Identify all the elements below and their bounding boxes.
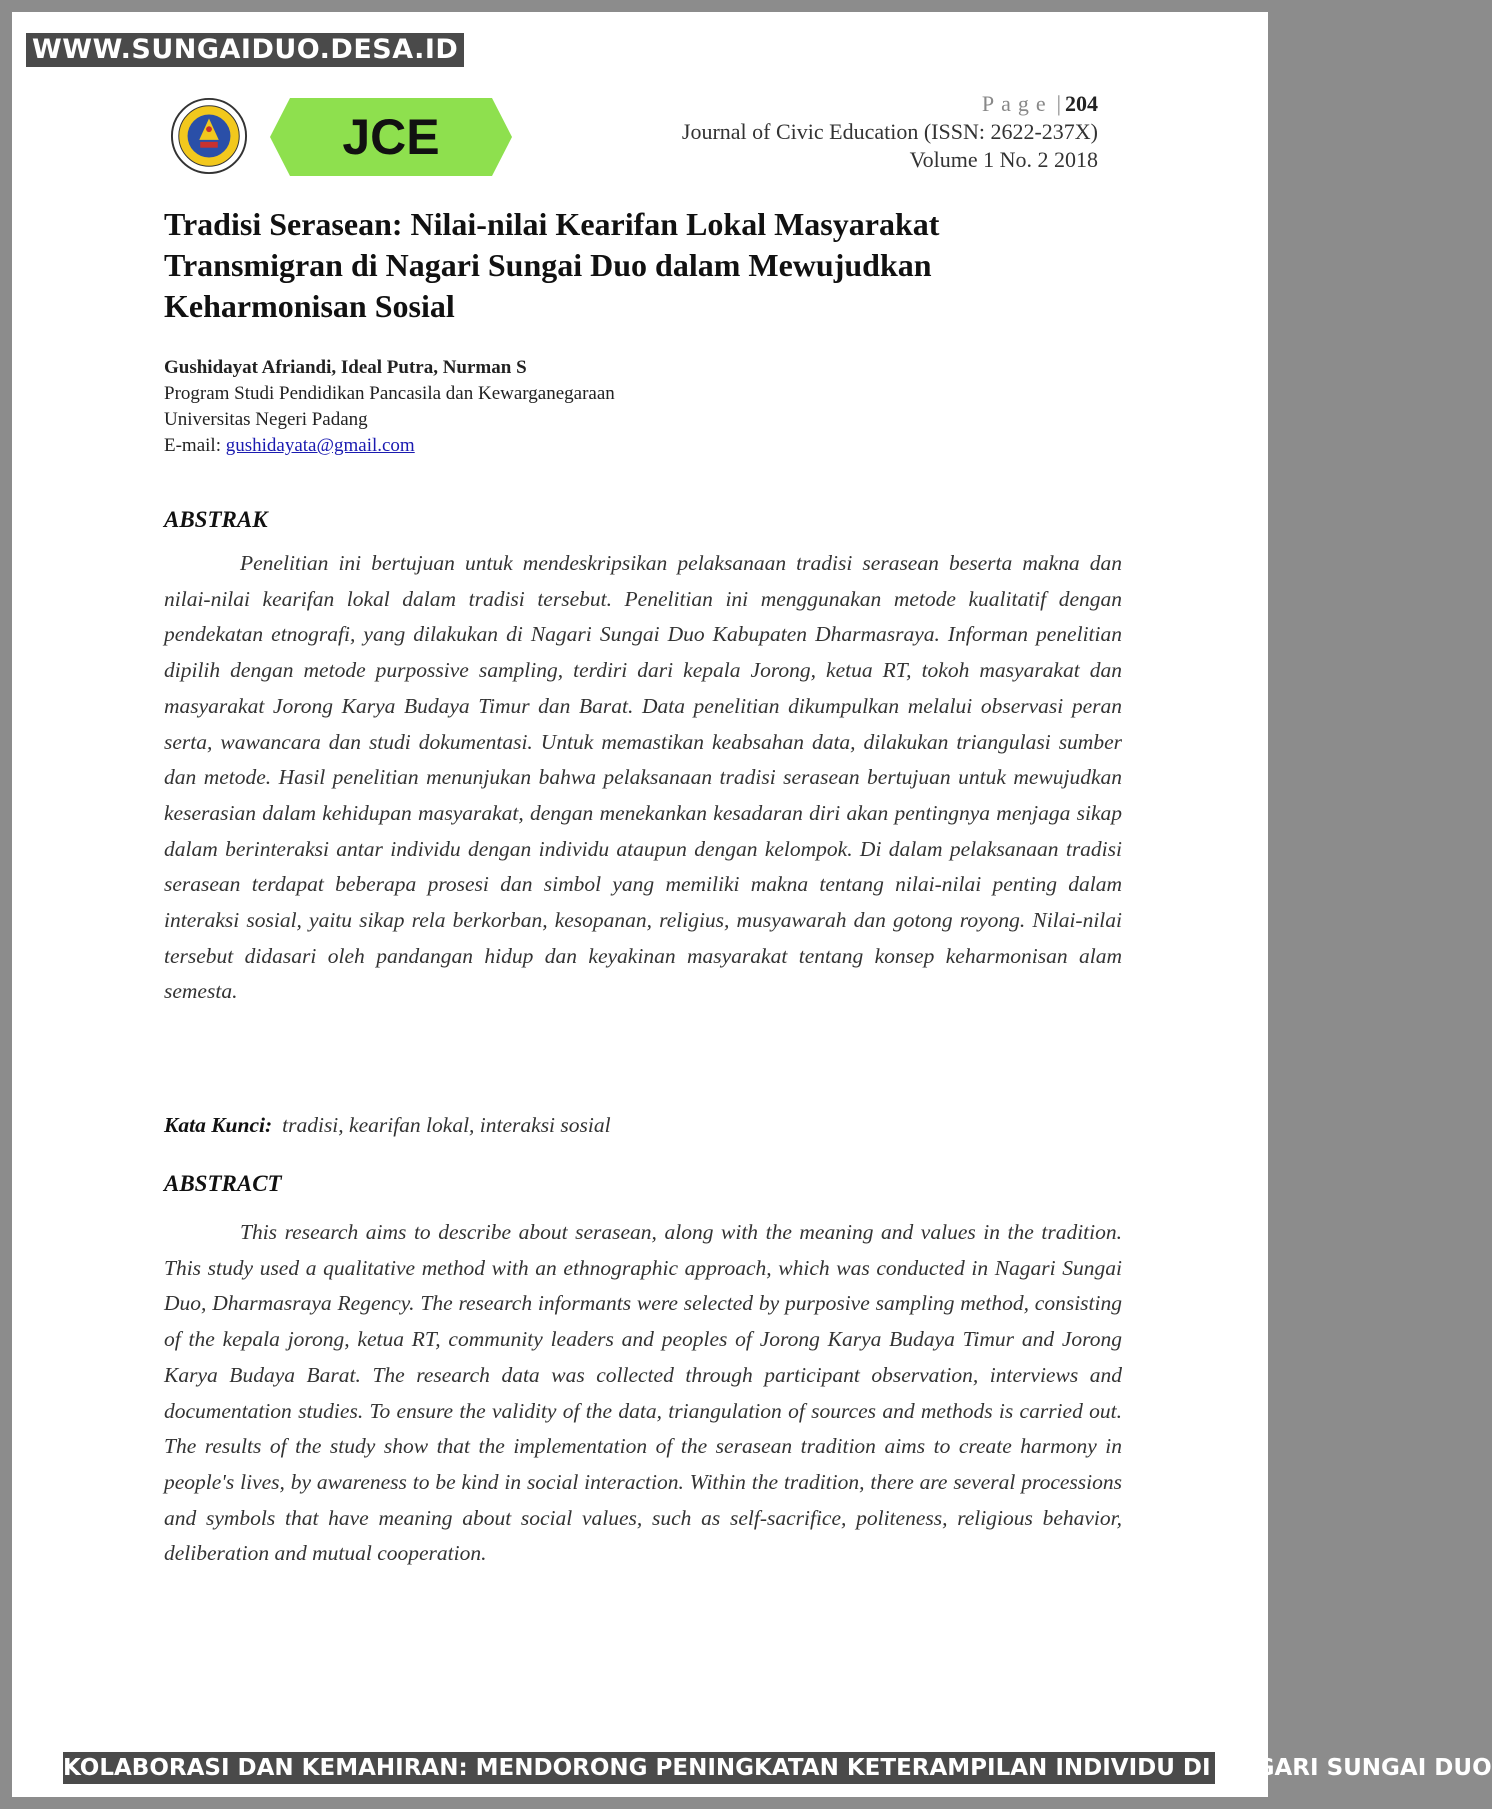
- page-separator: |: [1056, 91, 1061, 116]
- jce-logo: [270, 98, 512, 176]
- site-watermark: WWW.SUNGAIDUO.DESA.ID: [26, 33, 464, 67]
- journal-volume: Volume 1 No. 2 2018: [909, 147, 1098, 172]
- university-seal-logo: [170, 97, 248, 175]
- abstrak-body: Penelitian ini bertujuan untuk mendeskripsikan pelaksanaan tradisi serasean beserta makna dan nilai-nilai kearifan lokal dalam tradisi tersebut. Penelitian ini menggunakan metode kualitatif dengan pendekatan etnografi, yang dilakukan di Nagari Sungai Duo Kabupaten Dharmasraya. Informan penelitian dipilih dengan metode purpossive sampling, terdiri dari kepala Jorong, ketua RT, tokoh masyarakat dan masyarakat Jorong Karya Budaya Timur dan Barat. Data penelitian dikumpulkan melalui observasi peran serta, wawancara dan studi dokumentasi. Untuk memastikan keabsahan data, dilakukan triangulasi sumber dan metode. Hasil penelitian menunjukan bahwa pelaksanaan tradisi serasean bertujuan untuk mewujudkan keserasian dalam kehidupan masyarakat, dengan menekankan kesadaran diri akan pentingnya menjaga sikap dalam berinteraksi antar individu dengan individu ataupun dengan kelompok. Di dalam pelaksanaan tradisi serasean terdapat beberapa prosesi dan simbol yang memiliki makna tentang nilai-nilai penting dalam interaksi sosial, yaitu sikap rela berkorban, kesopanan, religius, musyawarah dan gotong royong. Nilai-nilai tersebut didasari oleh pandangan hidup dan keyakinan masyarakat tentang konsep keharmonisan alam semesta.: [164, 551, 1122, 1004]
- article-title: Tradisi Serasean: Nilai-nilai Kearifan Lokal Masyarakat Transmigran di Nagari Sungai Duo dalam Mewujudkan Keharmonisan Sosial: [164, 206, 940, 324]
- study-program: Program Studi Pendidikan Pancasila dan Kewarganegaraan: [164, 383, 615, 404]
- page-label: Page: [981, 91, 1053, 116]
- page-indicator: [682, 90, 1098, 118]
- author-names: Gushidayat Afriandi, Ideal Putra, Nurman S: [164, 357, 527, 378]
- page-number: 204: [1065, 91, 1098, 116]
- journal-name: Journal of Civic Education (ISSN: 2622-237X): [681, 119, 1098, 144]
- email-link[interactable]: gushidayata@gmail.com: [225, 435, 415, 456]
- abstrak-heading: ABSTRAK: [164, 507, 268, 532]
- email-label: E-mail:: [164, 435, 221, 456]
- keywords-value: tradisi, kearifan lokal, interaksi sosial: [282, 1113, 611, 1137]
- keywords-line: [164, 1110, 611, 1140]
- abstract-body: This research aims to describe about serasean, along with the meaning and values in the tradition. This study used a qualitative method with an ethnographic approach, which was conducted in Nagari Sungai Duo, Dharmasraya Regency. The research informants were selected by purposive sampling method, consisting of the kepala jorong, ketua RT, community leaders and peoples of Jorong Karya Budaya Timur and Jorong Karya Budaya Barat. The research data was collected through participant observation, interviews and documentation studies. To ensure the validity of the data, triangulation of sources and methods is carried out. The results of the study show that the implementation of the serasean tradition aims to create harmony in people's lives, by awareness to be kind in social interaction. Within the tradition, there are several processions and symbols that have meaning about social values, such as self-sacrifice, politeness, religious behavior, deliberation and mutual cooperation.: [164, 1220, 1122, 1566]
- keywords-label: Kata Kunci:: [164, 1113, 273, 1137]
- author-block: [164, 355, 615, 459]
- abstract-heading: ABSTRACT: [164, 1171, 282, 1196]
- university-name: Universitas Negeri Padang: [164, 409, 368, 430]
- paper-page: [12, 12, 1268, 1797]
- jce-logo-text: JCE: [342, 109, 440, 165]
- journal-info: [682, 90, 1098, 174]
- email-line: [164, 433, 615, 459]
- caption-banner: KOLABORASI DAN KEMAHIRAN: MENDORONG PENINGKATAN KETERAMPILAN INDIVIDU DI NAGARI SUNGAI DUO: [63, 1752, 1215, 1784]
